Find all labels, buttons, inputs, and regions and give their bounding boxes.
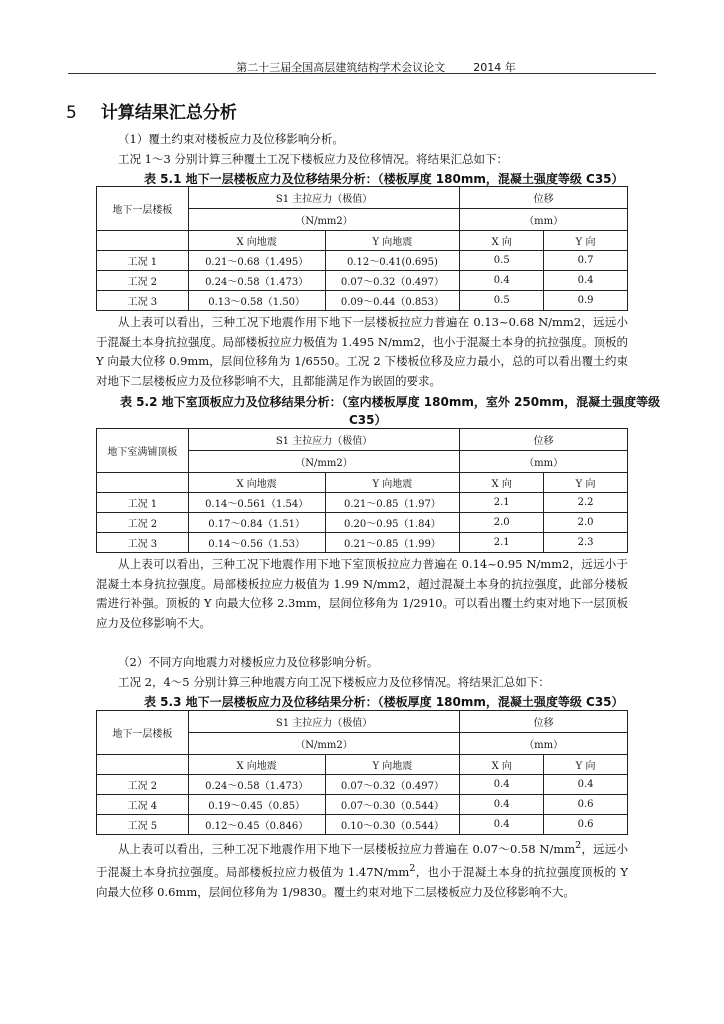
table3-disp-unit: （mm） xyxy=(460,733,628,755)
table-cell: 0.4 xyxy=(544,775,628,795)
table-cell: 0.4 xyxy=(544,271,628,291)
table-cell: 工况 3 xyxy=(97,291,189,311)
table1-stress-label: S1 主拉应力（极值） xyxy=(188,187,460,209)
part2-intro: 工况 2，4～5 分别计算三种地震方向工况下楼板应力及位移情况。将结果汇总如下： xyxy=(118,675,550,689)
table-row xyxy=(97,815,628,835)
table3-stress-unit: （N/mm2） xyxy=(188,733,460,755)
table1-disp-unit: （mm） xyxy=(460,209,628,231)
table2-caption-line1: 表 5.2 地下室顶板应力及位移结果分析：（室内楼板厚度 180mm，室外 250mm，混凝土强度等级 xyxy=(120,395,661,409)
analysis-paragraph-3 xyxy=(96,836,628,902)
table-cell: 2.0 xyxy=(544,513,628,533)
table1-col-header: Y 向地震 xyxy=(325,231,460,251)
table-cell: 工况 5 xyxy=(97,815,189,835)
table-5-3 xyxy=(96,710,628,835)
table-cell: 0.14～0.561（1.54） xyxy=(188,493,325,513)
table-row xyxy=(97,271,628,291)
table-5-2 xyxy=(96,428,628,553)
table-cell: 0.7 xyxy=(544,251,628,271)
table2-col-header: X 向 xyxy=(460,473,544,493)
table-cell: 2.3 xyxy=(544,533,628,553)
part1-intro: 工况 1～3 分别计算三种覆土工况下楼板应力及位移情况。将结果汇总如下： xyxy=(118,152,508,166)
table1-caption: 表 5.1 地下一层楼板应力及位移结果分析：（楼板厚度 180mm，混凝土强度等级 C35） xyxy=(144,172,624,186)
table-cell: 0.09～0.44（0.853） xyxy=(325,291,460,311)
table-cell: 0.6 xyxy=(544,795,628,815)
table1-stress-unit: （N/mm2） xyxy=(188,209,460,231)
table-cell: 0.24～0.58（1.473） xyxy=(188,271,325,291)
table3-col-header: X 向地震 xyxy=(188,755,325,775)
table-cell: 0.07～0.32（0.497） xyxy=(325,775,460,795)
table-cell: 2.0 xyxy=(460,513,544,533)
table-cell: 0.5 xyxy=(460,251,544,271)
table2-stress-unit: （N/mm2） xyxy=(188,451,460,473)
section-number: 5 xyxy=(66,103,77,123)
table-cell: 0.4 xyxy=(460,775,544,795)
table-cell: 0.24～0.58（1.473） xyxy=(188,775,325,795)
table3-caption: 表 5.3 地下一层楼板应力及位移结果分析：（楼板厚度 180mm，混凝土强度等级 C35） xyxy=(144,695,624,709)
table-row xyxy=(97,513,628,533)
table2-col-header: Y 向 xyxy=(544,473,628,493)
table-cell: 0.4 xyxy=(460,795,544,815)
table3-disp-label: 位移 xyxy=(460,711,628,733)
table2-corner xyxy=(97,473,189,493)
table-cell: 工况 1 xyxy=(97,251,189,271)
part2-heading: （2）不同方向地震力对楼板应力及位移影响分析。 xyxy=(118,655,379,669)
table1-row-header: 地下一层楼板 xyxy=(97,187,189,231)
table-cell: 0.14～0.56（1.53） xyxy=(188,533,325,553)
superscript: 2 xyxy=(575,840,582,851)
table1-col-header: X 向 xyxy=(460,231,544,251)
table-cell: 工况 2 xyxy=(97,271,189,291)
table3-row-header: 地下一层楼板 xyxy=(97,711,189,755)
table-cell: 0.21～0.68（1.495） xyxy=(188,251,325,271)
table-row xyxy=(97,291,628,311)
table2-stress-label: S1 主拉应力（极值） xyxy=(188,429,460,451)
table-cell: 工况 1 xyxy=(97,493,189,513)
table2-col-header: Y 向地震 xyxy=(325,473,460,493)
table-cell: 0.07～0.32（0.497） xyxy=(325,271,460,291)
table-cell: 0.21～0.85（1.97） xyxy=(325,493,460,513)
table-cell: 0.5 xyxy=(460,291,544,311)
table3-corner xyxy=(97,755,189,775)
table2-col-header: X 向地震 xyxy=(188,473,325,493)
table-cell: 2.1 xyxy=(460,493,544,513)
table3-col-header: X 向 xyxy=(460,755,544,775)
table-cell: 0.4 xyxy=(460,271,544,291)
table-row xyxy=(97,795,628,815)
table-cell: 0.12～0.45（0.846） xyxy=(188,815,325,835)
table2-caption-line2: C35） xyxy=(349,413,387,427)
table3-col-header: Y 向地震 xyxy=(325,755,460,775)
table-row xyxy=(97,533,628,553)
table-cell: 0.21～0.85（1.99） xyxy=(325,533,460,553)
table-cell: 0.20～0.95（1.84） xyxy=(325,513,460,533)
table-cell: 2.2 xyxy=(544,493,628,513)
section-heading xyxy=(66,98,237,123)
table2-row-header: 地下室满铺顶板 xyxy=(97,429,189,473)
table1-corner xyxy=(97,231,189,251)
table2-disp-label: 位移 xyxy=(460,429,628,451)
table1-col-header: Y 向 xyxy=(544,231,628,251)
table-5-1 xyxy=(96,186,628,311)
table-cell: 工况 3 xyxy=(97,533,189,553)
header-year: 2014 年 xyxy=(473,61,516,74)
analysis-paragraph-1: 从上表可以看出，三种工况下地震作用下地下一层楼板拉应力普遍在 0.13~0.68 N/mm2，远远小于混凝土本身抗拉强度。局部楼板拉应力极值为 1.495 N/mm2，也小于混凝土本身的抗拉强度。顶板的 Y 向最大位移 0.9mm，层间位移角为 1/6550。工况 2 下楼板位移及应力最小，总的可以看出覆土约束对地下二层楼板应力及位移影响不大，且都能满足作为嵌固的要求。 xyxy=(96,315,628,388)
table-cell: 2.1 xyxy=(460,533,544,553)
part1-heading: （1）覆土约束对楼板应力及位移影响分析。 xyxy=(118,132,344,146)
table1-disp-label: 位移 xyxy=(460,187,628,209)
table-cell: 工况 2 xyxy=(97,775,189,795)
header-rule xyxy=(68,73,656,74)
header-title: 第二十三届全国高层建筑结构学术会议论文 xyxy=(236,61,446,74)
table-cell: 0.07～0.30（0.544） xyxy=(325,795,460,815)
table-cell: 0.10～0.30（0.544） xyxy=(325,815,460,835)
table-cell: 0.9 xyxy=(544,291,628,311)
table-cell: 工况 2 xyxy=(97,513,189,533)
section-title: 计算结果汇总分析 xyxy=(100,103,237,123)
analysis3-part-b: ，远远小于混凝土本身抗拉强度。局部楼板拉应力极值为 1.47N/mm xyxy=(96,841,628,880)
table-cell: 0.4 xyxy=(460,815,544,835)
table3-col-header: Y 向 xyxy=(544,755,628,775)
table-row xyxy=(97,493,628,513)
table2-disp-unit: （mm） xyxy=(460,451,628,473)
table1-col-header: X 向地震 xyxy=(188,231,325,251)
analysis3-part-a: 从上表可以看出，三种工况下地震作用下地下一层楼板拉应力普遍在 0.07～0.58 N/mm xyxy=(118,841,576,856)
table-cell: 0.19～0.45（0.85） xyxy=(188,795,325,815)
table-cell: 0.6 xyxy=(544,815,628,835)
table-row xyxy=(97,775,628,795)
analysis3-part-c: ，也小于混凝土本身的抗拉强度顶板的 Y 向最大位移 0.6mm，层间位移角为 1/9830。覆土约束对地下二层楼板应力及位移影响不大。 xyxy=(96,865,628,899)
analysis-paragraph-2: 从上表可以看出，三种工况下地震作用下地下室顶板拉应力普遍在 0.14~0.95 N/mm2，远远小于混凝土本身抗拉强度。局部楼板拉应力极值为 1.99 N/mm2，超过混凝土本身的抗拉强度，此部分楼板需进行补强。顶板的 Y 向最大位移 2.3mm，层间位移角为 1/2910。可以看出覆土约束对地下一层顶板应力及位移影响不大。 xyxy=(96,557,628,630)
table-cell: 0.13～0.58（1.50） xyxy=(188,291,325,311)
table3-stress-label: S1 主拉应力（极值） xyxy=(188,711,460,733)
table-row xyxy=(97,251,628,271)
superscript: 2 xyxy=(409,863,416,875)
table-cell: 0.12～0.41(0.695) xyxy=(325,251,460,271)
table-cell: 工况 4 xyxy=(97,795,189,815)
table-cell: 0.17～0.84（1.51） xyxy=(188,513,325,533)
